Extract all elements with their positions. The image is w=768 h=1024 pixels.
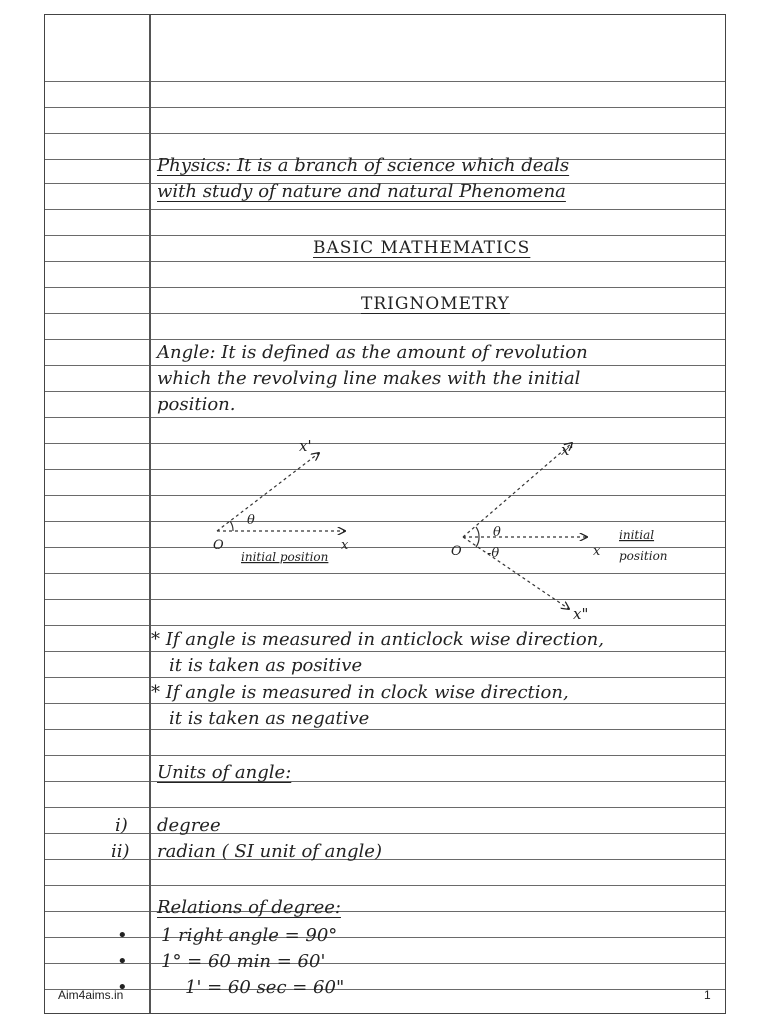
label-position: position bbox=[619, 549, 668, 563]
unit-1-marker: i) bbox=[115, 815, 128, 836]
ruled-line bbox=[45, 755, 725, 756]
ruled-line bbox=[45, 339, 725, 340]
rule-clockwise-line-2: it is taken as negative bbox=[169, 708, 370, 729]
bullet: • bbox=[117, 951, 128, 972]
ruled-line bbox=[45, 833, 725, 834]
relation-minute-seconds: 1' = 60 sec = 60" bbox=[185, 977, 345, 998]
ruled-line bbox=[45, 209, 725, 210]
ruled-line bbox=[45, 729, 725, 730]
positive-negative-angle-diagram bbox=[451, 441, 668, 623]
label-x: x bbox=[341, 538, 349, 553]
ruled-line bbox=[45, 107, 725, 108]
ruled-line bbox=[45, 885, 725, 886]
ruled-line bbox=[45, 391, 725, 392]
units-heading: Units of angle: bbox=[157, 762, 292, 783]
relation-degree-minutes: 1° = 60 min = 60' bbox=[161, 951, 326, 972]
bullet: • bbox=[117, 925, 128, 946]
ruled-line bbox=[45, 807, 725, 808]
label-x-prime: x' bbox=[299, 437, 312, 455]
label-origin: O bbox=[451, 544, 462, 559]
ruled-line bbox=[45, 963, 725, 964]
physics-definition-line-1: Physics: It is a branch of science which deals bbox=[157, 155, 570, 176]
ruled-line bbox=[45, 261, 725, 262]
angle-definition-line-3: position. bbox=[157, 394, 236, 415]
angle-definition-line-1: Angle: It is defined as the amount of revolution bbox=[157, 342, 588, 363]
ruled-line bbox=[45, 859, 725, 860]
angle-arc bbox=[230, 521, 233, 531]
footer-page-number: 1 bbox=[704, 988, 711, 1002]
label-initial: initial bbox=[619, 528, 655, 542]
angle-diagrams bbox=[45, 425, 725, 625]
positive-angle-arc bbox=[476, 527, 479, 537]
ruled-line bbox=[45, 133, 725, 134]
label-x-prime: x' bbox=[561, 441, 574, 459]
anticlockwise-line bbox=[463, 443, 572, 537]
label-origin: O bbox=[213, 538, 224, 553]
ruled-line bbox=[45, 677, 725, 678]
ruled-line bbox=[45, 989, 725, 990]
relation-right-angle: 1 right angle = 90° bbox=[161, 925, 338, 946]
ruled-line bbox=[45, 781, 725, 782]
rule-anticlockwise-line-1: * If angle is measured in anticlock wise direction, bbox=[151, 629, 604, 650]
ruled-line bbox=[45, 287, 725, 288]
heading-basic-mathematics: BASIC MATHEMATICS bbox=[313, 238, 531, 258]
physics-definition-line-2: with study of nature and natural Phenomena bbox=[157, 181, 566, 202]
rule-clockwise-line-1: * If angle is measured in clock wise direction, bbox=[151, 682, 569, 703]
unit-2-marker: ii) bbox=[111, 841, 130, 862]
angle-definition-line-2: which the revolving line makes with the initial bbox=[157, 368, 581, 389]
relations-heading: Relations of degree: bbox=[157, 897, 341, 918]
label-negative-theta: -θ bbox=[487, 546, 500, 561]
unit-degree: degree bbox=[157, 815, 221, 836]
footer-source: Aim4aims.in bbox=[58, 988, 124, 1002]
label-x-double-prime: x" bbox=[573, 605, 589, 623]
ruled-line bbox=[45, 235, 725, 236]
unit-radian: radian ( SI unit of angle) bbox=[157, 841, 382, 862]
caption-initial-position: initial position bbox=[241, 550, 329, 564]
ruled-line bbox=[45, 81, 725, 82]
clockwise-line bbox=[463, 537, 569, 609]
notebook-page bbox=[44, 14, 726, 1014]
ruled-line bbox=[45, 417, 725, 418]
ruled-line bbox=[45, 625, 725, 626]
ruled-line bbox=[45, 703, 725, 704]
label-theta: θ bbox=[247, 513, 255, 528]
ruled-line bbox=[45, 911, 725, 912]
label-theta: θ bbox=[493, 525, 501, 540]
rule-anticlockwise-line-2: it is taken as positive bbox=[169, 655, 363, 676]
heading-trignometry: TRIGNOMETRY bbox=[361, 294, 510, 314]
label-x: x bbox=[593, 544, 601, 559]
positive-angle-diagram bbox=[213, 437, 349, 564]
ruled-line bbox=[45, 365, 725, 366]
bullet: • bbox=[117, 977, 128, 998]
ruled-line bbox=[45, 651, 725, 652]
negative-angle-arc bbox=[476, 537, 479, 547]
ruled-line bbox=[45, 937, 725, 938]
revolving-line bbox=[217, 453, 319, 531]
